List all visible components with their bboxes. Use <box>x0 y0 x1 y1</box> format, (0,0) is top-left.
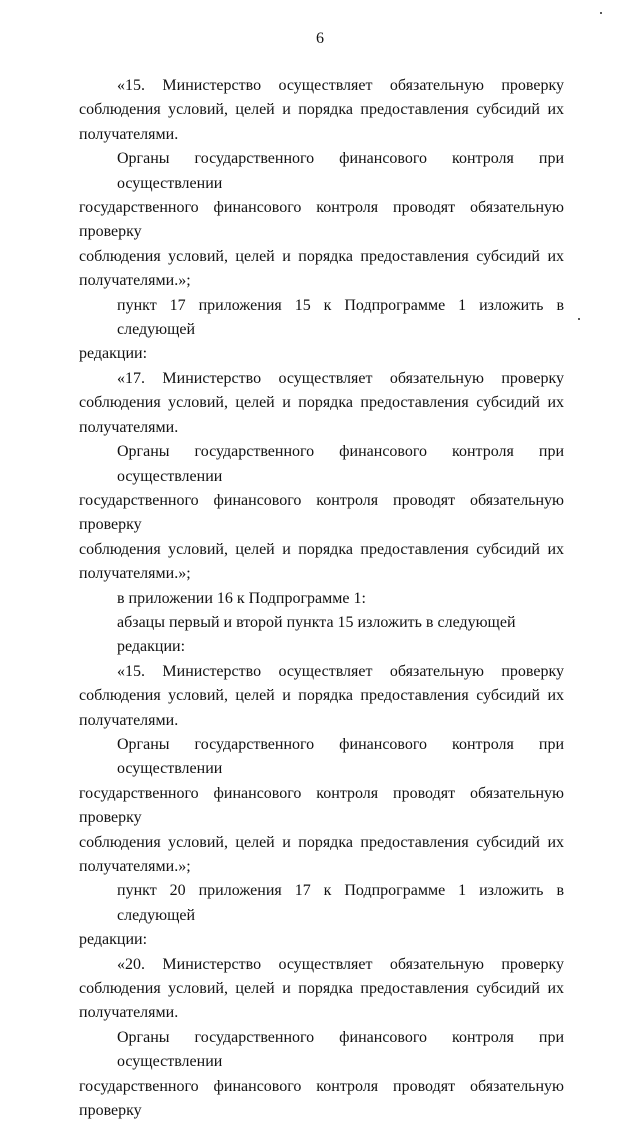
scan-speck <box>600 12 602 14</box>
paragraph-amendment-20 <box>79 879 564 952</box>
text-line: Органы государственного финансового контроля при осуществлении <box>117 1028 564 1071</box>
document-body <box>79 74 564 1123</box>
text-line: получателями. <box>79 1004 179 1022</box>
text-line: получателями. <box>79 711 179 729</box>
paragraph-control-bodies <box>79 733 564 879</box>
paragraph-control-bodies <box>79 440 564 586</box>
text-line: «17. Министерство осуществляет обязательную проверку <box>117 369 564 387</box>
text-line: получателями. <box>79 125 179 143</box>
text-line: государственного финансового контроля проводят обязательную проверку <box>79 1077 564 1120</box>
text-line: получателями.»; <box>79 272 191 290</box>
text-line: государственного финансового контроля проводят обязательную проверку <box>79 491 564 534</box>
paragraph-control-bodies <box>79 147 564 293</box>
text-line: Органы государственного финансового контроля при осуществлении <box>117 150 564 192</box>
page-number: 6 <box>316 30 324 47</box>
paragraph-control-bodies <box>79 1026 564 1123</box>
text-line: редакции: <box>79 345 148 363</box>
text-line: соблюдения условий, целей и порядка предоставления субсидий их <box>79 101 564 119</box>
text-line: абзацы первый и второй пункта 15 изложить в следующей редакции: <box>117 613 516 656</box>
text-line: пункт 20 приложения 17 к Подпрограмме 1 изложить в следующей <box>117 882 564 924</box>
text-line: соблюдения условий, целей и порядка предоставления субсидий их <box>79 833 564 851</box>
text-line: «15. Министерство осуществляет обязательную проверку <box>117 77 564 94</box>
text-line: государственного финансового контроля проводят обязательную проверку <box>79 199 564 241</box>
paragraph-paragraphs-amendment <box>79 611 564 660</box>
scan-speck <box>578 318 580 320</box>
text-line: соблюдения условий, целей и порядка предоставления субсидий их <box>79 247 564 265</box>
text-line: соблюдения условий, целей и порядка предоставления субсидий их <box>79 540 564 558</box>
text-line: в приложении 16 к Подпрограмме 1: <box>117 589 366 607</box>
text-line: получателями. <box>79 418 179 436</box>
text-line: Органы государственного финансового контроля при осуществлении <box>117 443 564 485</box>
text-line: соблюдения условий, целей и порядка предоставления субсидий их <box>79 687 564 705</box>
text-line: Органы государственного финансового контроля при осуществлении <box>117 735 564 778</box>
paragraph-section-15 <box>79 74 564 147</box>
paragraph-amendment-17 <box>79 294 564 367</box>
text-line: соблюдения условий, целей и порядка предоставления субсидий их <box>79 980 564 998</box>
paragraph-appendix-16 <box>79 587 564 611</box>
text-line: соблюдения условий, целей и порядка предоставления субсидий их <box>79 394 564 412</box>
text-line: получателями.»; <box>79 858 191 875</box>
text-line: «15. Министерство осуществляет обязательную проверку <box>117 662 564 680</box>
text-line: государственного финансового контроля проводят обязательную проверку <box>79 784 564 827</box>
paragraph-section-17 <box>79 367 564 440</box>
paragraph-section-20 <box>79 953 564 1026</box>
text-line: получателями.»; <box>79 565 191 583</box>
text-line: «20. Министерство осуществляет обязательную проверку <box>117 955 564 973</box>
text-line: редакции: <box>79 931 148 949</box>
paragraph-section-15 <box>79 660 564 733</box>
text-line: пункт 17 приложения 15 к Подпрограмме 1 изложить в следующей <box>117 296 564 339</box>
